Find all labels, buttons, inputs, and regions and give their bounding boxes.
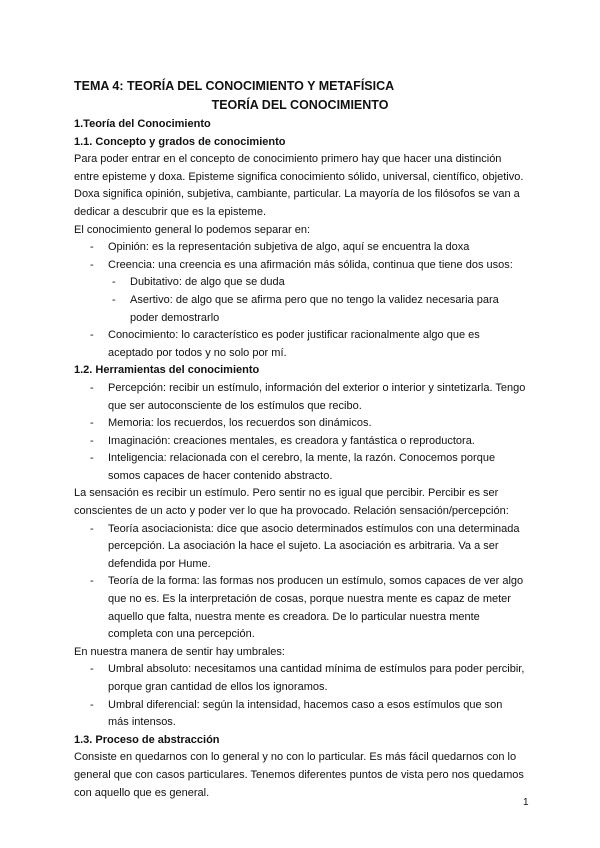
paragraph: Para poder entrar en el concepto de conocimiento primero hay que hacer una distinción entre episteme y doxa. Episteme significa conocimiento sólido, universal, científico, objetivo. Doxa significa opinión, subjetiva, cambiante, particular. La mayoría de los filósofos se van a dedicar a descubrir que es la episteme. <box>74 153 524 218</box>
subsection-heading: 1.3. Proceso de abstracción <box>74 733 220 746</box>
list-item <box>74 239 526 257</box>
dash-bullet: - <box>90 417 94 430</box>
list-item-text: Conocimiento: lo característico es poder justificar racionalmente algo que es aceptado por todos y no solo por mí. <box>108 329 480 359</box>
list-item <box>74 292 526 327</box>
list-item-text: Percepción: recibir un estímulo, información del exterior o interior y sintetizarla. Tengo que ser autoconsciente de los estímulos que recibo. <box>108 381 526 412</box>
bullet-list <box>74 661 526 731</box>
list-item <box>74 573 526 643</box>
list-item-text: Imaginación: creaciones mentales, es creadora y fantástica o reproductora. <box>108 434 475 447</box>
document-page <box>74 76 526 802</box>
paragraph: La sensación es recibir un estímulo. Pero sentir no es igual que percibir. Percibir es ser conscientes de un acto y poder ver lo que ha provocado. Relación sensación/percepción: <box>74 487 509 518</box>
list-item <box>74 327 526 362</box>
page-number: 1 <box>523 797 529 808</box>
dash-bullet: - <box>90 663 94 676</box>
paragraph: El conocimiento general lo podemos separar en: <box>74 223 311 236</box>
list-item-text: Teoría asociacionista: dice que asocio determinados estímulos con una determinada percepción. La asociación la hace el sujeto. La asociación es arbitraria. Va a ser defendida por Hume. <box>108 522 520 570</box>
list-item <box>74 380 526 415</box>
nested-bullet-list <box>74 274 526 327</box>
dash-bullet: - <box>90 241 94 254</box>
list-item-text: Creencia: una creencia es una afirmación más sólida, continua que tiene dos usos: <box>108 258 513 271</box>
list-item-text: Teoría de la forma: las formas nos producen un estímulo, somos capaces de ver algo que no es. Es la interpretación de cosas, porque nuestra mente es capaz de meter aquello que falta, nuestra mente es creadora. De lo particular nuestra mente completa con una percepción. <box>108 575 524 641</box>
dash-bullet: - <box>90 329 94 342</box>
dash-bullet: - <box>90 434 94 447</box>
dash-bullet: - <box>90 258 94 271</box>
dash-bullet: - <box>90 575 94 588</box>
list-item-text: Inteligencia: relacionada con el cerebro, la mente, la razón. Conocemos porque somos capaces de hacer contenido abstracto. <box>108 452 496 482</box>
list-item-text: Dubitativo: de algo que se duda <box>130 276 285 289</box>
list-item <box>74 697 526 732</box>
paragraph: Consiste en quedarnos con lo general y no con lo particular. Es más fácil quedarnos con lo general que con casos particulares. Tenemos diferentes puntos de vista pero nos quedamos con aquello que es general. <box>74 751 524 799</box>
bullet-list <box>74 521 526 644</box>
list-item-text: Memoria: los recuerdos, los recuerdos son dinámicos. <box>108 417 372 430</box>
dash-bullet: - <box>90 452 94 465</box>
list-item-text: Asertivo: de algo que se afirma pero que no tengo la validez necesaria para poder demostrarlo <box>130 293 499 324</box>
dash-bullet: - <box>90 522 94 535</box>
document-title: TEMA 4: TEORÍA DEL CONOCIMIENTO Y METAFÍSICA <box>74 79 395 93</box>
paragraph: En nuestra manera de sentir hay umbrales: <box>74 645 285 658</box>
list-item-text: Opinión: es la representación subjetiva de algo, aquí se encuentra la doxa <box>108 241 470 254</box>
subsection-heading: 1.2. Herramientas del conocimiento <box>74 364 260 377</box>
bullet-list <box>74 239 526 362</box>
list-item <box>74 661 526 696</box>
list-item <box>74 521 526 574</box>
list-item <box>74 415 526 433</box>
list-item <box>74 274 526 292</box>
list-item-text: Umbral absoluto: necesitamos una cantidad mínima de estímulos para poder percibir, porque gran cantidad de ellos los ignoramos. <box>108 663 525 693</box>
dash-bullet: - <box>112 276 116 289</box>
list-item <box>74 257 526 327</box>
list-item <box>74 433 526 451</box>
dash-bullet: - <box>90 698 94 711</box>
subsection-heading: 1.1. Concepto y grados de conocimiento <box>74 135 286 148</box>
list-item <box>74 450 526 485</box>
section-heading: 1.Teoría del Conocimiento <box>74 118 211 130</box>
list-item-text: Umbral diferencial: según la intensidad, hacemos caso a esos estímulos que son más intensos. <box>108 698 503 729</box>
document-subtitle: TEORÍA DEL CONOCIMIENTO <box>211 98 389 112</box>
dash-bullet: - <box>112 293 116 306</box>
bullet-list <box>74 380 526 486</box>
dash-bullet: - <box>90 381 94 394</box>
